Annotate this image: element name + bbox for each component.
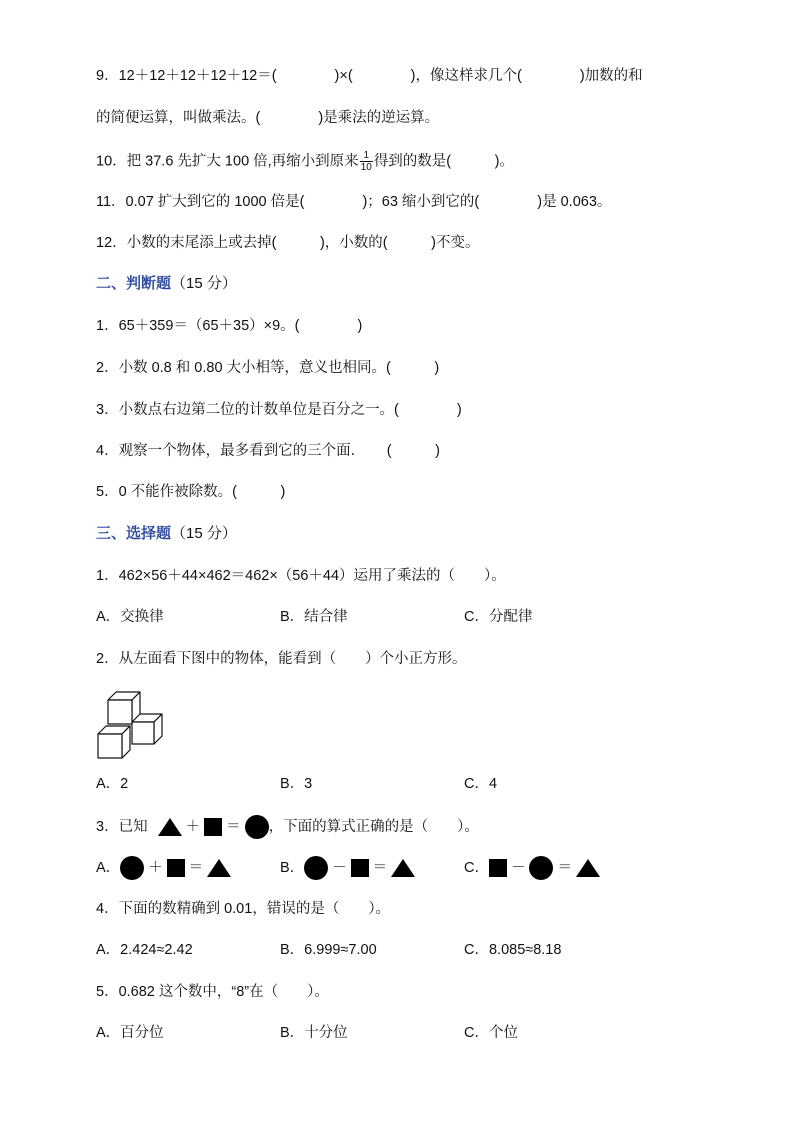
equals-sign: ＝ (188, 860, 204, 877)
section-judgement-heading (96, 274, 237, 294)
question-10-text: 10．把 37.6 先扩大 100 倍,再缩小到原来 (96, 153, 359, 170)
section-points: （15 分） (171, 275, 237, 292)
section-points: （15 分） (171, 525, 237, 542)
circle-icon (529, 856, 553, 880)
question-10-tail: 得到的数是( )。 (373, 153, 514, 170)
minus-sign: － (332, 860, 347, 877)
section-title: 二、判断题 (96, 275, 172, 292)
fraction-numerator: 1 (360, 150, 373, 162)
choice-3-prefix: 3．已知 (96, 819, 148, 835)
judge-item-4: 4．观察一个物体，最多看到它的三个面． ( ) (96, 443, 440, 459)
question-11: 11．0.07 扩大到它的 1000 倍是( )；63 缩小到它的( )是 0.063。 (96, 194, 612, 210)
triangle-icon (207, 859, 231, 877)
option-label: C． (464, 860, 489, 876)
choice-1-option-b[interactable]: B．结合律 (280, 609, 348, 625)
judge-item-1: 1．65＋359＝（65＋35）×9。( ) (96, 318, 363, 334)
option-label: B． (280, 860, 305, 876)
choice-2-option-b[interactable]: B．3 (280, 776, 313, 792)
choice-4-option-b[interactable]: B．6.999≈7.00 (280, 942, 377, 958)
square-icon (489, 859, 507, 877)
judge-item-2: 2．小数 0.8 和 0.80 大小相等，意义也相同。( ) (96, 360, 440, 376)
equals-sign: ＝ (226, 819, 241, 836)
equals-sign: ＝ (372, 860, 388, 877)
fraction-one-tenth (360, 150, 373, 173)
choice-1-question: 1．462×56＋44×462＝462×（56＋44）运用了乘法的（ ）。 (96, 568, 506, 584)
triangle-icon (391, 859, 415, 877)
square-icon (167, 859, 185, 877)
minus-sign: － (510, 860, 526, 877)
choice-3-question (96, 815, 479, 839)
section-choice-heading (96, 524, 237, 544)
plus-sign: ＋ (148, 860, 163, 877)
fraction-denominator: 10 (360, 162, 372, 173)
equals-sign: ＝ (557, 860, 572, 877)
choice-3-option-a[interactable] (96, 856, 231, 880)
question-9-line-1: 9．12＋12＋12＋12＋12＝( )×( )，像这样求几个( )加数的和 (96, 68, 643, 84)
choice-5-question: 5．0.682 这个数中，“8”在（ ）。 (96, 984, 329, 1000)
judge-item-3: 3．小数点右边第二位的计数单位是百分之一。( ) (96, 402, 462, 418)
section-title: 三、选择题 (96, 525, 172, 542)
choice-4-question: 4．下面的数精确到 0.01，错误的是（ ）。 (96, 901, 391, 917)
cube-stack-figure (96, 686, 166, 760)
choice-2-option-c[interactable]: C．4 (464, 776, 498, 792)
option-label: A． (96, 860, 121, 876)
plus-sign: ＋ (185, 819, 201, 836)
square-icon (204, 818, 222, 836)
choice-1-option-a[interactable]: A．交换律 (96, 609, 164, 625)
square-icon (351, 859, 369, 877)
circle-icon (245, 815, 269, 839)
choice-5-option-c[interactable]: C．个位 (464, 1025, 518, 1041)
circle-icon (120, 856, 144, 880)
choice-3-suffix: ，下面的算式正确的是（ ）。 (268, 819, 479, 835)
choice-3-option-c[interactable] (464, 856, 600, 880)
triangle-icon (158, 818, 182, 836)
choice-1-option-c[interactable]: C．分配律 (464, 609, 533, 625)
choice-4-option-a[interactable]: A．2.424≈2.42 (96, 942, 193, 958)
question-10 (96, 150, 514, 173)
choice-3-option-b[interactable] (280, 856, 415, 880)
question-9-line-2: 的简便运算，叫做乘法。( )是乘法的逆运算。 (96, 110, 440, 126)
circle-icon (304, 856, 328, 880)
choice-5-option-b[interactable]: B．十分位 (280, 1025, 348, 1041)
choice-2-question: 2．从左面看下图中的物体，能看到（ ）个小正方形。 (96, 651, 467, 667)
judge-item-5: 5．0 不能作被除数。( ) (96, 484, 286, 500)
choice-2-option-a[interactable]: A．2 (96, 776, 129, 792)
question-12: 12．小数的末尾添上或去掉( )，小数的( )不变。 (96, 235, 480, 251)
triangle-icon (576, 859, 600, 877)
choice-4-option-c[interactable]: C．8.085≈8.18 (464, 942, 562, 958)
choice-5-option-a[interactable]: A．百分位 (96, 1025, 164, 1041)
